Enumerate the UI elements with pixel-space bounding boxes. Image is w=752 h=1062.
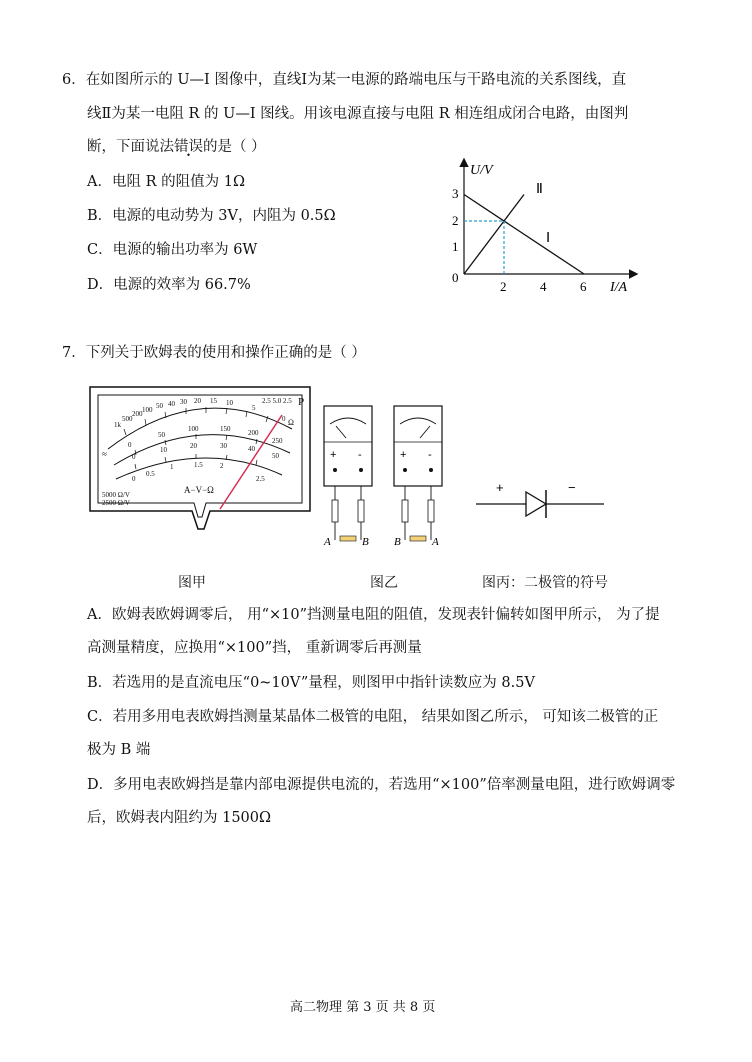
q6-line-3-post: 的是（ ） <box>203 139 266 155</box>
ohm-tick-5: 5 <box>252 404 256 412</box>
left-minus: - <box>358 449 362 461</box>
x-tick-label-6: 6 <box>580 279 587 294</box>
ohm-tick-0: 0 <box>282 415 286 423</box>
series-line-i <box>464 195 584 275</box>
dc2-tick-10: 10 <box>160 446 167 454</box>
dc-tick-250: 250 <box>272 437 283 445</box>
y-tick-label-3: 3 <box>452 186 459 201</box>
dc-tick-0: 0 <box>128 441 132 449</box>
origin-label: 0 <box>452 270 459 285</box>
q7-stem: 7．下列关于欧姆表的使用和操作正确的是（ ） <box>62 345 366 361</box>
ohm-tick-10: 10 <box>226 399 233 407</box>
ac-tick-2-5: 2.5 <box>256 475 265 483</box>
q7-option-b: B．若选用的是直流电压“0~10V”量程，则图甲中指针读数应为 8.5V <box>87 675 535 691</box>
dc2-tick-30: 30 <box>220 442 227 450</box>
right-terminal-a: A <box>432 536 439 548</box>
meter-yi-right <box>394 406 442 548</box>
left-terminal-a: A <box>324 536 331 548</box>
q6-option-a: A．电阻 R 的阻值为 1Ω <box>87 174 245 190</box>
q6-line-1: 6．在如图所示的 U—I 图像中，直线Ⅰ为某一电源的路端电压与干路电流的关系图线，直 <box>62 72 627 88</box>
page-footer: 高二物理 第 3 页 共 8 页 <box>290 1000 436 1015</box>
ohm-tick-30: 30 <box>180 398 187 406</box>
multimeter-figure <box>86 383 314 533</box>
ac-symbol: ≈ <box>102 449 107 459</box>
q6-emphasis: 错误 <box>174 139 203 155</box>
ac-tick-0: 0 <box>132 475 136 483</box>
ohm-tick-1k: 1k <box>114 421 121 429</box>
ohm-tick-50: 50 <box>156 402 163 410</box>
ohm-tick-20: 20 <box>194 397 201 405</box>
q6-option-d: D．电源的效率为 66.7% <box>87 277 251 293</box>
ac-tick-1-5: 1.5 <box>194 461 203 469</box>
q7-option-c-line-1: C．若用多用电表欧姆挡测量某晶体二极管的电阻， 结果如图乙所示， 可知该二极管的正 <box>87 709 659 725</box>
ohm-tick-15: 15 <box>210 397 217 405</box>
dc-tick-200: 200 <box>248 429 259 437</box>
ohm-tick-40: 40 <box>168 400 175 408</box>
diode-plus: + <box>496 480 504 495</box>
ohm-tick-500: 500 <box>122 415 133 423</box>
y-tick-label-1: 1 <box>452 239 459 254</box>
left-plus: + <box>330 449 337 461</box>
series-line-ii <box>464 195 524 275</box>
ohm-symbol: Ω <box>288 418 294 427</box>
x-axis-label: I/A <box>610 280 628 295</box>
meter-yi-left <box>323 406 372 548</box>
y-tick-label-2: 2 <box>452 213 459 228</box>
range-labels: 2.5 5.0 2.5 <box>262 397 292 405</box>
diode-triangle <box>526 492 546 516</box>
q7-option-a-line-1: A．欧姆表欧姆调零后， 用“×10”挡测量电阻的阻值，发现表针偏转如图甲所示， 为了提 <box>87 607 660 623</box>
ohm-tick-100: 100 <box>142 406 153 414</box>
right-terminal-b: B <box>394 536 401 548</box>
caption-jia: 图甲 <box>178 575 206 591</box>
right-plus: + <box>400 449 407 461</box>
left-terminal-b: B <box>362 536 369 548</box>
dc-tick-100: 100 <box>188 425 199 433</box>
dc2-tick-20: 20 <box>190 442 197 450</box>
caption-bing: 图丙：二极管的符号 <box>482 575 608 591</box>
q6-option-c: C．电源的输出功率为 6W <box>87 242 258 258</box>
dc2-tick-0: 0 <box>132 453 136 461</box>
q7-option-d-line-1: D．多用电表欧姆挡是靠内部电源提供电流的，若选用“×100”倍率测量电阻，进行欧姆调零 <box>87 777 676 793</box>
corner-text-2: 2500 Ω/V <box>102 499 130 507</box>
corner-text-1: 5000 Ω/V <box>102 491 130 499</box>
q6-line-3-pre: 断，下面说法 <box>87 139 174 155</box>
p-label: P <box>298 396 305 408</box>
dc2-tick-40: 40 <box>248 445 255 453</box>
dc2-tick-50: 50 <box>272 452 279 460</box>
line-i-label: Ⅰ <box>546 231 551 246</box>
unit-text: A−V−Ω <box>184 485 214 495</box>
diode-symbol <box>470 478 610 528</box>
diode-test-figure <box>318 402 448 552</box>
dc-tick-50: 50 <box>158 431 165 439</box>
x-tick-label-4: 4 <box>540 279 547 294</box>
right-minus: - <box>428 449 432 461</box>
q6-line-3 <box>87 137 266 157</box>
diode-minus: − <box>568 480 576 495</box>
q7-option-a-line-2: 高测量精度，应换用“×100”挡， 重新调零后再测量 <box>87 640 422 656</box>
x-tick-label-2: 2 <box>500 279 507 294</box>
caption-yi: 图乙 <box>370 575 398 591</box>
y-axis-label: U/V <box>470 163 493 178</box>
q6-option-b: B．电源的电动势为 3V，内阻为 0.5Ω <box>87 208 336 224</box>
ui-graph <box>440 150 650 300</box>
ac-tick-1: 1 <box>170 463 174 471</box>
dc-tick-150: 150 <box>220 425 231 433</box>
q7-option-c-line-2: 极为 B 端 <box>87 742 151 758</box>
q7-option-d-line-2: 后，欧姆表内阻约为 1500Ω <box>87 810 272 826</box>
ac-tick-2: 2 <box>220 462 224 470</box>
ac-tick-0-5: 0.5 <box>146 470 155 478</box>
q6-line-2: 线Ⅱ为某一电阻 R 的 U—I 图线。用该电源直接与电阻 R 相连组成闭合电路，由图判 <box>87 106 629 122</box>
line-ii-label: Ⅱ <box>536 182 543 197</box>
ohm-tick-200: 200 <box>132 410 143 418</box>
